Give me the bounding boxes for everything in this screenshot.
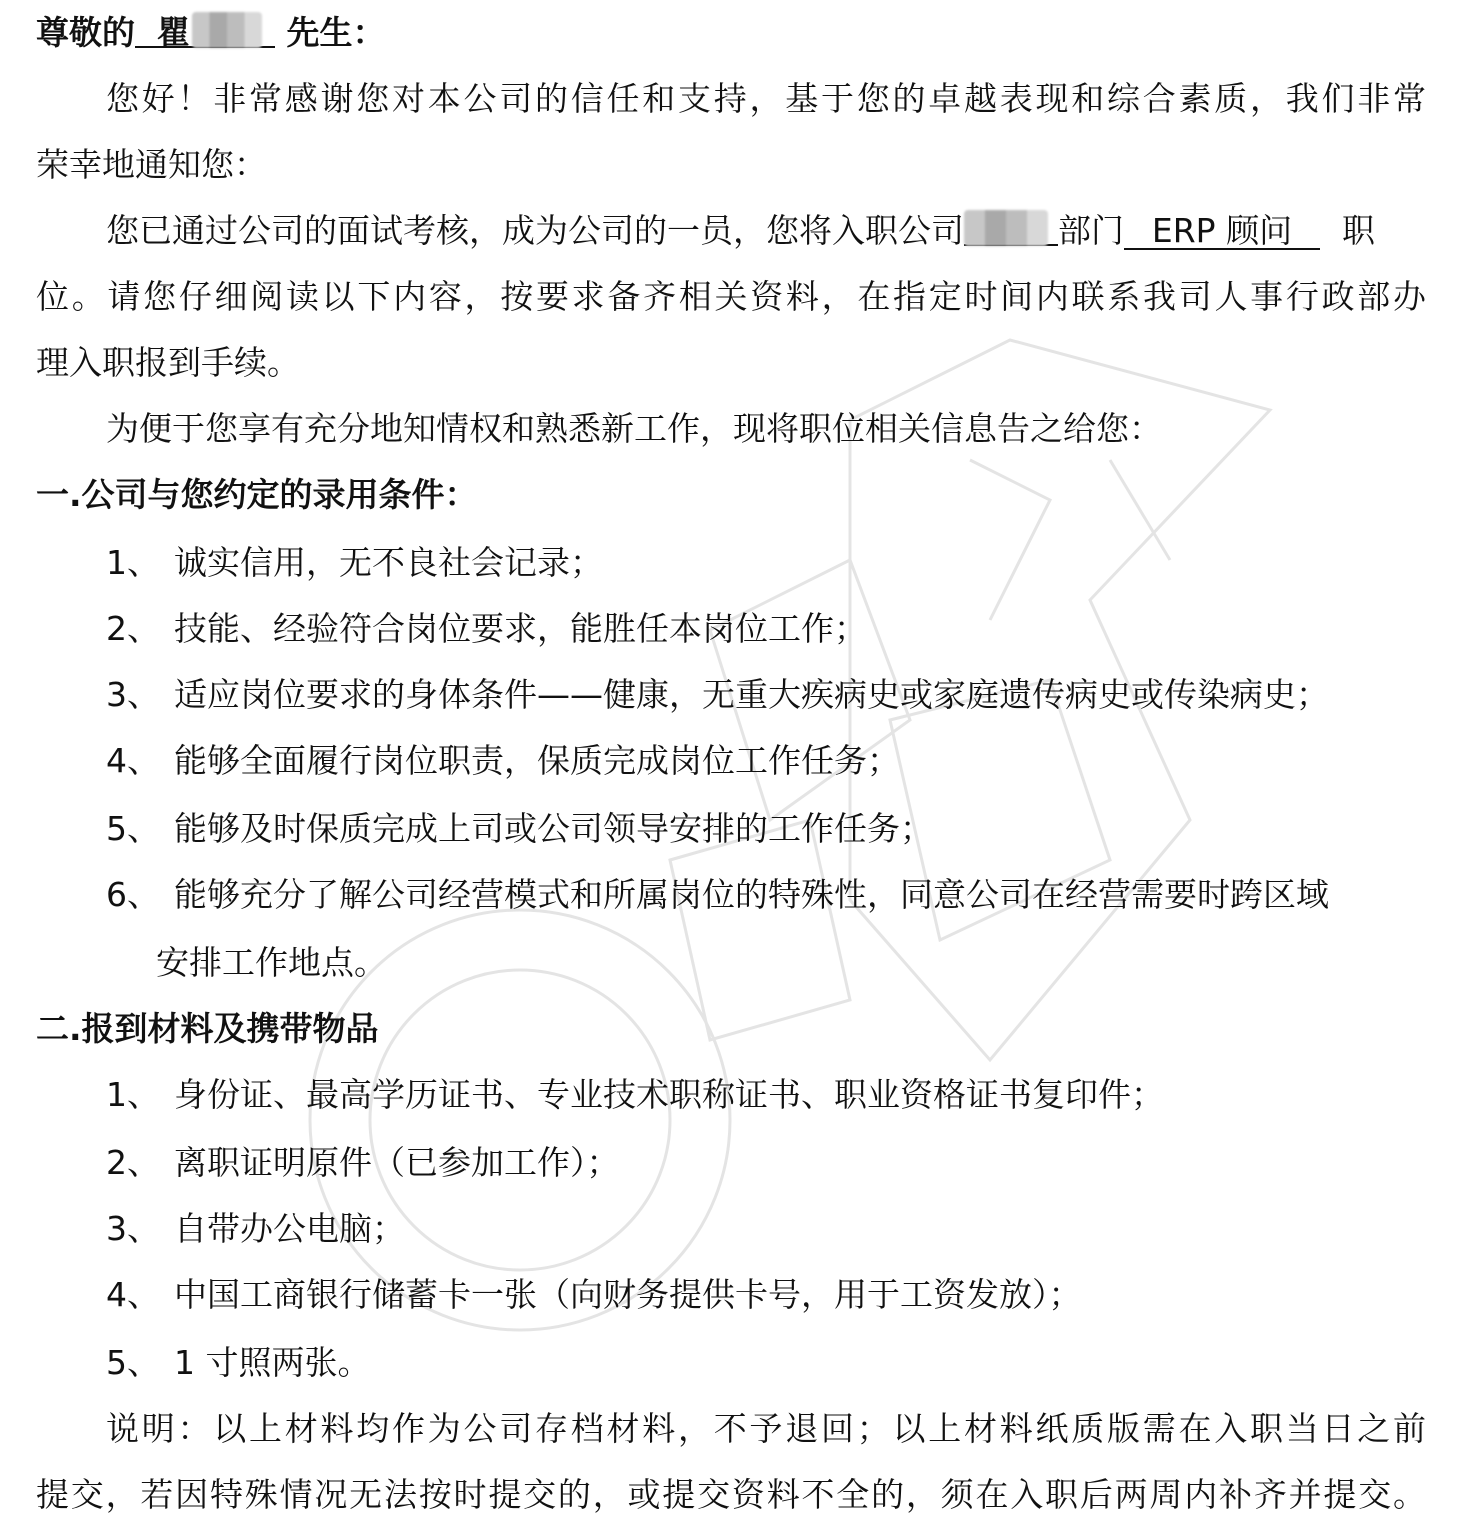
item-text: 自带办公电脑； <box>174 1209 405 1248</box>
list-item-continuation: 安排工作地点。 <box>156 943 387 982</box>
item-number: 1、 <box>106 1075 160 1114</box>
list-item <box>106 1196 405 1262</box>
item-number: 5、 <box>106 1343 160 1382</box>
section-1-title: 一.公司与您约定的录用条件： <box>36 475 478 514</box>
list-item <box>106 1130 620 1196</box>
item-text: 能够全面履行岗位职责，保质完成岗位工作任务； <box>174 741 900 780</box>
position-suffix: 职 <box>1342 211 1375 250</box>
item-text: 能够及时保质完成上司或公司领导安排的工作任务； <box>174 809 933 848</box>
item-text: 1 寸照两张。 <box>174 1343 371 1382</box>
list-item <box>106 1262 1082 1328</box>
item-text: 离职证明原件（已参加工作）； <box>174 1143 620 1182</box>
section-2-title: 二.报到材料及携带物品 <box>36 1009 379 1048</box>
list-item <box>106 596 867 662</box>
redacted-name <box>192 12 262 48</box>
item-number: 3、 <box>106 675 160 714</box>
name-visible: 瞿 <box>157 13 190 52</box>
list-item <box>106 796 933 862</box>
item-number: 5、 <box>106 809 160 848</box>
item-number: 2、 <box>106 1143 160 1182</box>
list-item <box>106 862 1329 928</box>
note-line-2: 提交，若因特殊情况无法按时提交的，或提交资料不全的，须在入职后两周内补齐并提交。 <box>36 1475 1426 1514</box>
position-value: ERP 顾问 <box>1151 211 1293 250</box>
greeting-suffix: 先生： <box>286 13 386 52</box>
item-number: 1、 <box>106 543 160 582</box>
list-item <box>106 1062 1164 1128</box>
department-blank <box>964 210 1058 246</box>
item-number: 4、 <box>106 1275 160 1314</box>
info-line: 为便于您享有充分地知情权和熟悉新工作，现将职位相关信息告之给您： <box>106 409 1162 448</box>
item-text: 诚实信用，无不良社会记录； <box>174 543 603 582</box>
list-item <box>106 662 1329 728</box>
position-blank <box>1124 211 1320 250</box>
list-item <box>106 728 900 794</box>
item-text: 身份证、最高学历证书、专业技术职称证书、职业资格证书复印件； <box>174 1075 1164 1114</box>
offer-line-2: 位。请您仔细阅读以下内容，按要求备齐相关资料，在指定时间内联系我司人事行政部办 <box>36 277 1426 316</box>
offer-line-1 <box>106 198 1375 264</box>
item-number: 6、 <box>106 875 160 914</box>
item-number: 2、 <box>106 609 160 648</box>
item-text: 技能、经验符合岗位要求，能胜任本岗位工作； <box>174 609 867 648</box>
department-label: 部门 <box>1058 211 1124 250</box>
name-blank <box>135 12 275 52</box>
item-text: 适应岗位要求的身体条件——健康，无重大疾病史或家庭遗传病史或传染病史； <box>174 675 1329 714</box>
item-text: 中国工商银行储蓄卡一张（向财务提供卡号，用于工资发放）； <box>174 1275 1082 1314</box>
intro-line-1: 您好！非常感谢您对本公司的信任和支持，基于您的卓越表现和综合素质，我们非常 <box>106 79 1426 118</box>
offer-line-3: 理入职报到手续。 <box>36 343 300 382</box>
item-text: 能够充分了解公司经营模式和所属岗位的特殊性，同意公司在经营需要时跨区域 <box>174 875 1329 914</box>
list-item <box>106 1330 371 1396</box>
redacted-department <box>964 210 1048 246</box>
list-item <box>106 530 603 596</box>
intro-line-2: 荣幸地通知您： <box>36 145 267 184</box>
greeting-prefix: 尊敬的 <box>36 13 135 52</box>
item-number: 4、 <box>106 741 160 780</box>
greeting-line <box>36 0 386 66</box>
offer-part-1: 您已通过公司的面试考核，成为公司的一员，您将入职公司 <box>106 211 964 250</box>
item-number: 3、 <box>106 1209 160 1248</box>
note-line-1: 说明：以上材料均作为公司存档材料，不予退回；以上材料纸质版需在入职当日之前 <box>106 1409 1426 1448</box>
